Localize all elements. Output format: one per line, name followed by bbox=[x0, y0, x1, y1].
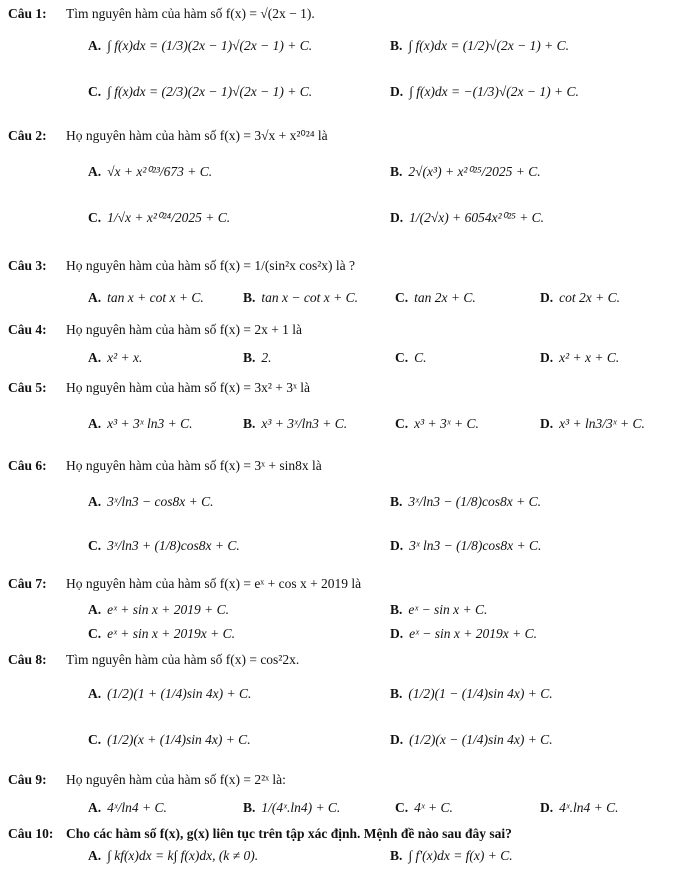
question-text: Họ nguyên hàm của hàm số f(x) = 3x² + 3ˣ là bbox=[66, 380, 310, 395]
option-d[interactable]: D. 1/(2√x) + 6054x²⁰²⁵ + C. bbox=[390, 210, 545, 225]
question-8 bbox=[8, 652, 671, 668]
question-5 bbox=[8, 380, 671, 396]
question-1 bbox=[8, 6, 671, 22]
option-a[interactable]: A. x² + x. bbox=[88, 350, 143, 365]
option-a[interactable]: A. (1/2)(1 + (1/4)sin 4x) + C. bbox=[88, 686, 252, 701]
option-d[interactable]: D. (1/2)(x − (1/4)sin 4x) + C. bbox=[390, 732, 553, 747]
option-b[interactable]: B. x³ + 3ˣ/ln3 + C. bbox=[243, 416, 348, 431]
question-label: Câu 8: bbox=[8, 652, 47, 667]
question-label: Câu 4: bbox=[8, 322, 47, 337]
option-a[interactable]: A. ∫ kf(x)dx = k∫ f(x)dx, (k ≠ 0). bbox=[88, 848, 259, 863]
option-a[interactable]: A. 3ˣ/ln3 − cos8x + C. bbox=[88, 494, 214, 509]
option-c[interactable]: C. tan 2x + C. bbox=[395, 290, 476, 305]
option-c[interactable]: C. 1/√x + x²⁰²⁴/2025 + C. bbox=[88, 210, 231, 225]
option-a[interactable]: A. √x + x²⁰²³/673 + C. bbox=[88, 164, 213, 179]
option-a[interactable]: A. tan x + cot x + C. bbox=[88, 290, 204, 305]
question-text: Tìm nguyên hàm của hàm số f(x) = √(2x − 1). bbox=[66, 6, 315, 21]
question-10 bbox=[8, 826, 671, 842]
option-b[interactable]: B. 2√(x³) + x²⁰²⁵/2025 + C. bbox=[390, 164, 541, 179]
question-9 bbox=[8, 772, 671, 788]
question-6 bbox=[8, 458, 671, 474]
option-c[interactable]: C. (1/2)(x + (1/4)sin 4x) + C. bbox=[88, 732, 251, 747]
question-4 bbox=[8, 322, 671, 338]
option-d[interactable]: D. cot 2x + C. bbox=[540, 290, 620, 305]
option-b[interactable]: B. (1/2)(1 − (1/4)sin 4x) + C. bbox=[390, 686, 553, 701]
option-d[interactable]: D. ∫ f(x)dx = −(1/3)√(2x − 1) + C. bbox=[390, 84, 579, 99]
question-text: Tìm nguyên hàm của hàm số f(x) = cos²2x. bbox=[66, 652, 300, 667]
question-text: Họ nguyên hàm của hàm số f(x) = eˣ + cos x + 2019 là bbox=[66, 576, 362, 591]
option-c[interactable]: C. eˣ + sin x + 2019x + C. bbox=[88, 626, 235, 641]
option-a[interactable]: A. ∫ f(x)dx = (1/3)(2x − 1)√(2x − 1) + C. bbox=[88, 38, 313, 53]
option-d[interactable]: D. 4ˣ.ln4 + C. bbox=[540, 800, 619, 815]
option-d[interactable]: D. x³ + ln3/3ˣ + C. bbox=[540, 416, 645, 431]
question-text: Họ nguyên hàm của hàm số f(x) = 1/(sin²x cos²x) là ? bbox=[66, 258, 356, 273]
option-c[interactable]: C. ∫ f(x)dx = (2/3)(2x − 1)√(2x − 1) + C. bbox=[88, 84, 313, 99]
question-2 bbox=[8, 128, 671, 144]
question-7 bbox=[8, 576, 671, 592]
question-label: Câu 1: bbox=[8, 6, 47, 21]
question-text: Họ nguyên hàm của hàm số f(x) = 2x + 1 là bbox=[66, 322, 303, 337]
option-b[interactable]: B. ∫ f'(x)dx = f(x) + C. bbox=[390, 848, 513, 863]
option-a[interactable]: A. x³ + 3ˣ ln3 + C. bbox=[88, 416, 193, 431]
question-label: Câu 5: bbox=[8, 380, 47, 395]
question-label: Câu 10: bbox=[8, 826, 54, 841]
option-d[interactable]: D. eˣ − sin x + 2019x + C. bbox=[390, 626, 537, 641]
option-c[interactable]: C. C. bbox=[395, 350, 427, 365]
option-c[interactable]: C. 3ˣ/ln3 + (1/8)cos8x + C. bbox=[88, 538, 240, 553]
question-label: Câu 6: bbox=[8, 458, 47, 473]
option-b[interactable]: B. ∫ f(x)dx = (1/2)√(2x − 1) + C. bbox=[390, 38, 570, 53]
option-b[interactable]: B. 3ˣ/ln3 − (1/8)cos8x + C. bbox=[390, 494, 542, 509]
option-a[interactable]: A. eˣ + sin x + 2019 + C. bbox=[88, 602, 230, 617]
option-b[interactable]: B. tan x − cot x + C. bbox=[243, 290, 358, 305]
question-text: Họ nguyên hàm của hàm số f(x) = 3ˣ + sin8x là bbox=[66, 458, 322, 473]
option-a[interactable]: A. 4ˣ/ln4 + C. bbox=[88, 800, 167, 815]
question-label: Câu 2: bbox=[8, 128, 47, 143]
option-c[interactable]: C. x³ + 3ˣ + C. bbox=[395, 416, 479, 431]
question-label: Câu 9: bbox=[8, 772, 47, 787]
question-text: Họ nguyên hàm của hàm số f(x) = 2²ˣ là: bbox=[66, 772, 286, 787]
option-b[interactable]: B. 1/(4ˣ.ln4) + C. bbox=[243, 800, 341, 815]
option-c[interactable]: C. 4ˣ + C. bbox=[395, 800, 453, 815]
option-b[interactable]: B. 2. bbox=[243, 350, 272, 365]
option-d[interactable]: D. 3ˣ ln3 − (1/8)cos8x + C. bbox=[390, 538, 542, 553]
question-text: Họ nguyên hàm của hàm số f(x) = 3√x + x²⁰²⁴ là bbox=[66, 128, 328, 143]
question-text: Cho các hàm số f(x), g(x) liên tục trên tập xác định. Mệnh đề nào sau đây sai? bbox=[66, 826, 512, 841]
option-d[interactable]: D. x² + x + C. bbox=[540, 350, 620, 365]
question-label: Câu 7: bbox=[8, 576, 47, 591]
question-label: Câu 3: bbox=[8, 258, 47, 273]
question-3 bbox=[8, 258, 671, 274]
option-b[interactable]: B. eˣ − sin x + C. bbox=[390, 602, 488, 617]
